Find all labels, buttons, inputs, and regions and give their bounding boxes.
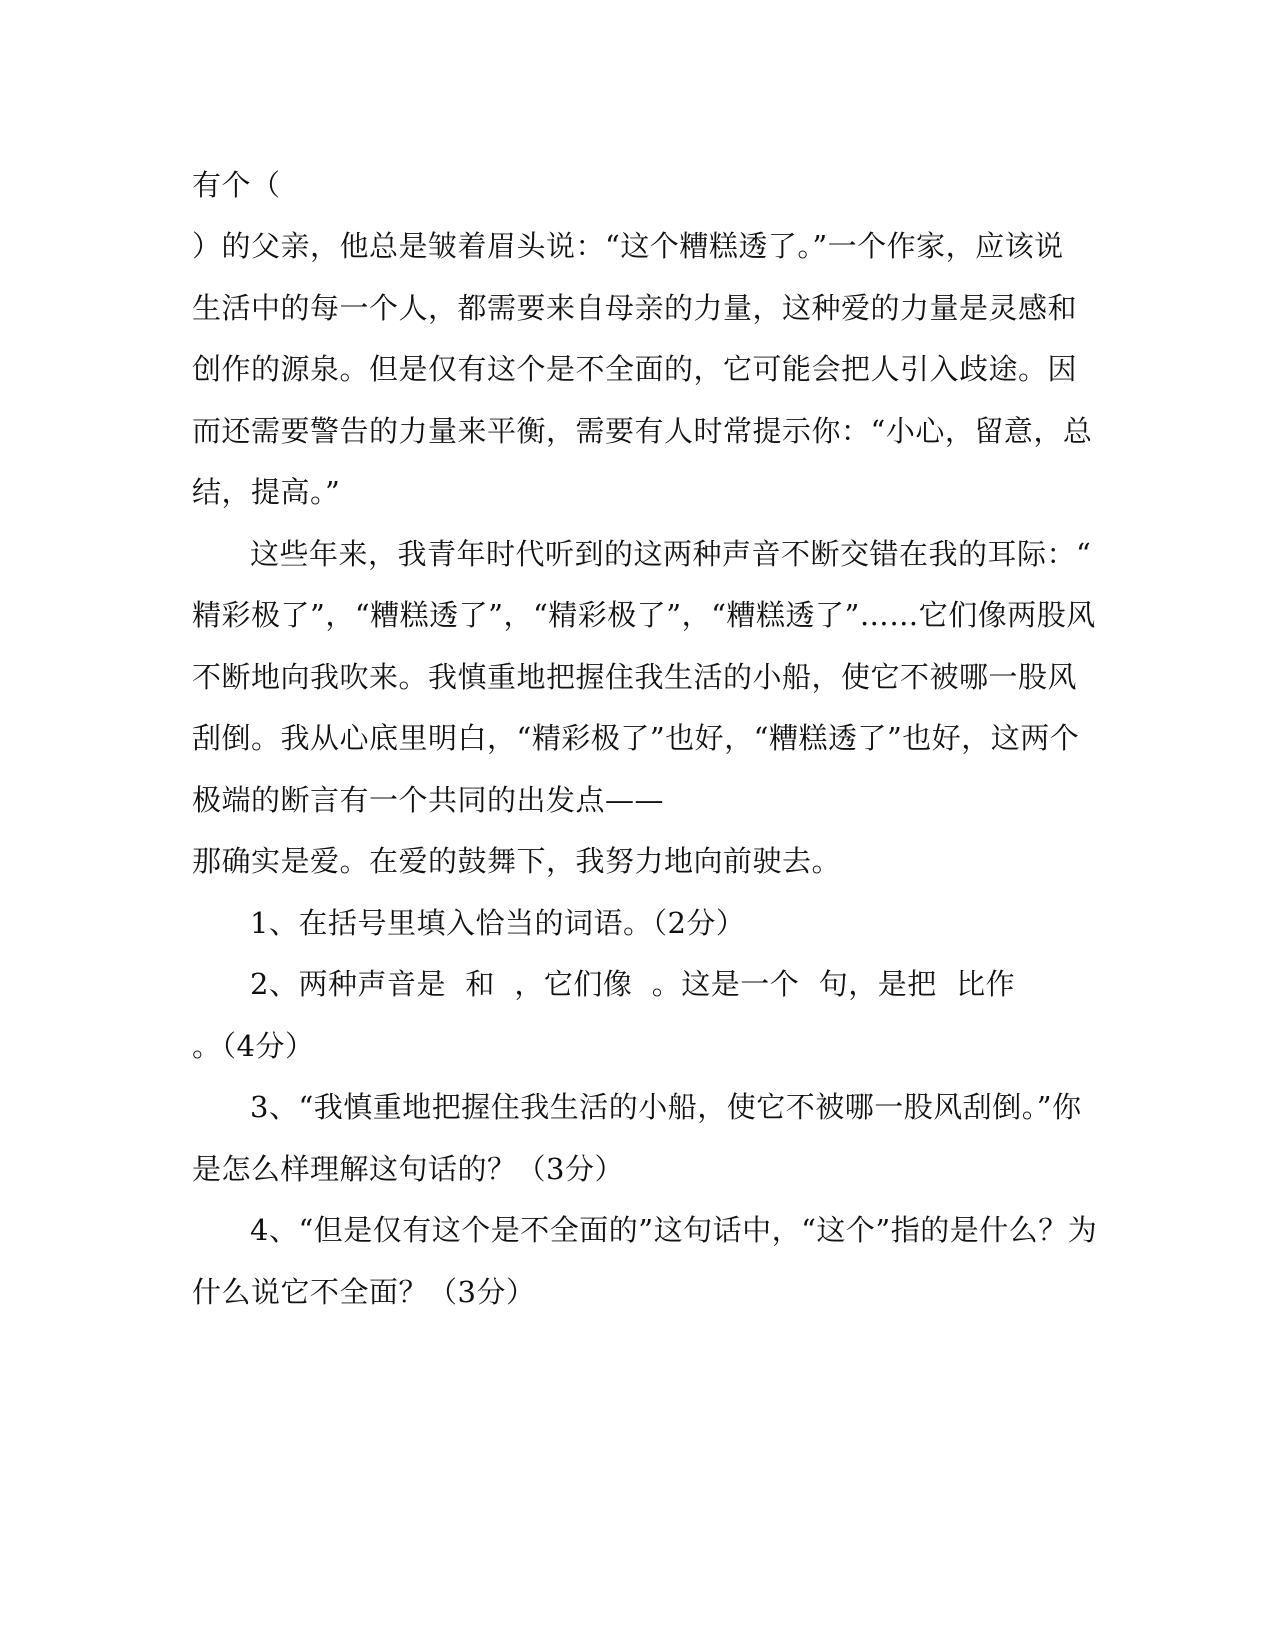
passage-line-11: 极端的断言有一个共同的出发点—— xyxy=(192,783,665,817)
question-4: 4、“但是仅有这个是不全面的”这句话中，“这个”指的是什么？为 xyxy=(250,1213,1098,1247)
question-2-continuation: 。（4分） xyxy=(192,1029,315,1063)
passage-line-3: 生活中的每一个人，都需要来自母亲的力量，这种爱的力量是灵感和 xyxy=(192,291,1078,325)
passage-line-12: 那确实是爱。在爱的鼓舞下，我努力地向前驶去。 xyxy=(192,844,842,878)
question-1: 1、在括号里填入恰当的词语。（2分） xyxy=(250,906,746,940)
question-2: 2、两种声音是 和 ，它们像 。这是一个 句，是把 比作 xyxy=(250,967,1016,1001)
question-3: 3、“我慎重地把握住我生活的小船，使它不被哪一股风刮倒。”你 xyxy=(250,1090,1082,1124)
passage-line-6: 结，提高。” xyxy=(192,475,341,509)
question-3-continuation: 是怎么样理解这句话的？（3分） xyxy=(192,1152,624,1186)
question-4-continuation: 什么说它不全面？（3分） xyxy=(192,1275,536,1309)
passage-line-8: 精彩极了”，“糟糕透了”，“精彩极了”，“糟糕透了”……它们像两股风 xyxy=(192,598,1096,632)
passage-line-1: 有个（ xyxy=(192,168,281,202)
passage-line-7: 这些年来，我青年时代听到的这两种声音不断交错在我的耳际：“ xyxy=(250,537,1092,571)
passage-line-10: 刮倒。我从心底里明白，“精彩极了”也好，“糟糕透了”也好，这两个 xyxy=(192,721,1080,755)
passage-line-5: 而还需要警告的力量来平衡，需要有人时常提示你：“小心，留意，总 xyxy=(192,414,1093,448)
passage-line-2: ）的父亲，他总是皱着眉头说：“这个糟糕透了。”一个作家，应该说 xyxy=(192,229,1064,263)
passage-line-4: 创作的源泉。但是仅有这个是不全面的，它可能会把人引入歧途。因 xyxy=(192,352,1078,386)
passage-line-9: 不断地向我吹来。我慎重地把握住我生活的小船，使它不被哪一股风 xyxy=(192,660,1078,694)
